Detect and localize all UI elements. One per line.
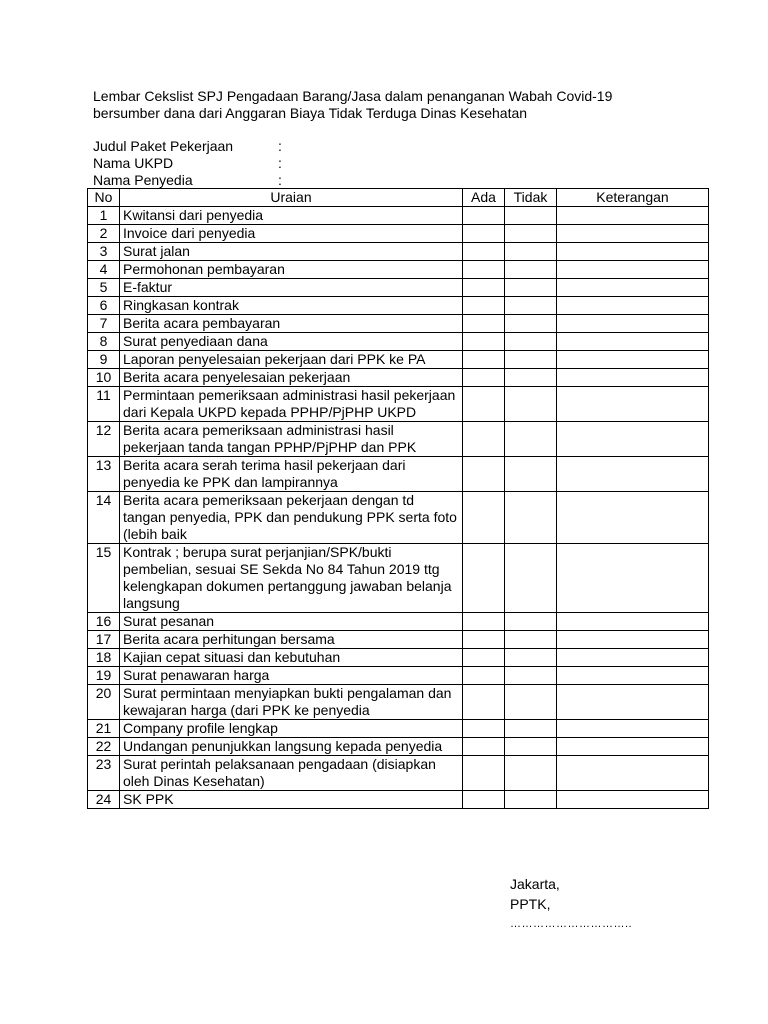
table-row	[88, 369, 709, 387]
ada-checkbox-cell[interactable]	[463, 631, 505, 649]
row-number: 21	[88, 720, 120, 738]
signature-block	[510, 876, 632, 936]
table-row	[88, 225, 709, 243]
field-label: Nama Penyedia	[93, 172, 193, 188]
keterangan-cell[interactable]	[557, 544, 709, 613]
table-row	[88, 422, 709, 457]
row-uraian: Kontrak ; berupa surat perjanjian/SPK/bukti pembelian, sesuai SE Sekda No 84 Tahun 2019 ttg kelengkapan dokumen pertanggung jawaban belanja langsung	[120, 544, 463, 613]
signature-role: PPTK,	[510, 896, 551, 912]
keterangan-cell[interactable]	[557, 225, 709, 243]
keterangan-cell[interactable]	[557, 667, 709, 685]
table-row	[88, 649, 709, 667]
tidak-checkbox-cell[interactable]	[505, 279, 557, 297]
ada-checkbox-cell[interactable]	[463, 756, 505, 791]
row-uraian: E-faktur	[120, 279, 463, 297]
ada-checkbox-cell[interactable]	[463, 207, 505, 225]
ada-checkbox-cell[interactable]	[463, 261, 505, 279]
row-number: 10	[88, 369, 120, 387]
row-uraian: Berita acara pemeriksaan administrasi hasil pekerjaan tanda tangan PPHP/PjPHP dan PPK	[120, 422, 463, 457]
title-line-2: bersumber dana dari Anggaran Biaya Tidak Terduga Dinas Kesehatan	[93, 105, 528, 121]
row-number: 17	[88, 631, 120, 649]
keterangan-cell[interactable]	[557, 297, 709, 315]
row-uraian: Laporan penyelesaian pekerjaan dari PPK ke PA	[120, 351, 463, 369]
field-nama-ukpd	[93, 155, 288, 172]
header-ada: Ada	[463, 189, 505, 207]
row-number: 7	[88, 315, 120, 333]
ada-checkbox-cell[interactable]	[463, 791, 505, 809]
row-number: 13	[88, 457, 120, 492]
row-number: 20	[88, 685, 120, 720]
row-uraian: Surat permintaan menyiapkan bukti pengalaman dan kewajaran harga (dari PPK ke penyedia	[120, 685, 463, 720]
row-uraian: Surat pesanan	[120, 613, 463, 631]
row-uraian: Surat penyediaan dana	[120, 333, 463, 351]
field-colon: :	[278, 172, 282, 188]
table-row	[88, 297, 709, 315]
row-number: 1	[88, 207, 120, 225]
keterangan-cell[interactable]	[557, 333, 709, 351]
keterangan-cell[interactable]	[557, 243, 709, 261]
keterangan-cell[interactable]	[557, 261, 709, 279]
table-row	[88, 756, 709, 791]
row-uraian: Berita acara perhitungan bersama	[120, 631, 463, 649]
row-number: 4	[88, 261, 120, 279]
table-row	[88, 279, 709, 297]
field-judul-paket	[93, 138, 288, 155]
keterangan-cell[interactable]	[557, 207, 709, 225]
ada-checkbox-cell[interactable]	[463, 649, 505, 667]
tidak-checkbox-cell[interactable]	[505, 243, 557, 261]
field-colon: :	[278, 155, 282, 171]
table-row	[88, 492, 709, 544]
tidak-checkbox-cell[interactable]	[505, 369, 557, 387]
keterangan-cell[interactable]	[557, 720, 709, 738]
tidak-checkbox-cell[interactable]	[505, 422, 557, 457]
keterangan-cell[interactable]	[557, 613, 709, 631]
table-row	[88, 351, 709, 369]
signature-dots: …………………………..	[510, 918, 633, 930]
tidak-checkbox-cell[interactable]	[505, 207, 557, 225]
tidak-checkbox-cell[interactable]	[505, 544, 557, 613]
row-number: 15	[88, 544, 120, 613]
ada-checkbox-cell[interactable]	[463, 738, 505, 756]
field-label: Judul Paket Pekerjaan	[93, 138, 234, 154]
ada-checkbox-cell[interactable]	[463, 457, 505, 492]
keterangan-cell[interactable]	[557, 649, 709, 667]
header-no: No	[88, 189, 120, 207]
keterangan-cell[interactable]	[557, 315, 709, 333]
tidak-checkbox-cell[interactable]	[505, 649, 557, 667]
row-uraian: Invoice dari penyedia	[120, 225, 463, 243]
ada-checkbox-cell[interactable]	[463, 225, 505, 243]
header-uraian: Uraian	[120, 189, 463, 207]
table-row	[88, 243, 709, 261]
row-number: 8	[88, 333, 120, 351]
keterangan-cell[interactable]	[557, 457, 709, 492]
table-row	[88, 631, 709, 649]
tidak-checkbox-cell[interactable]	[505, 297, 557, 315]
tidak-checkbox-cell[interactable]	[505, 492, 557, 544]
ada-checkbox-cell[interactable]	[463, 685, 505, 720]
row-number: 19	[88, 667, 120, 685]
table-row	[88, 333, 709, 351]
title-line-1: Lembar Cekslist SPJ Pengadaan Barang/Jasa dalam penanganan Wabah Covid-19	[93, 88, 613, 104]
row-number: 18	[88, 649, 120, 667]
document-title	[93, 88, 733, 122]
row-uraian: Berita acara serah terima hasil pekerjaan dari penyedia ke PPK dan lampirannya	[120, 457, 463, 492]
keterangan-cell[interactable]	[557, 492, 709, 544]
keterangan-cell[interactable]	[557, 422, 709, 457]
tidak-checkbox-cell[interactable]	[505, 738, 557, 756]
row-number: 11	[88, 387, 120, 422]
ada-checkbox-cell[interactable]	[463, 333, 505, 351]
row-uraian: Surat penawaran harga	[120, 667, 463, 685]
table-header-row	[88, 189, 709, 207]
tidak-checkbox-cell[interactable]	[505, 387, 557, 422]
row-number: 5	[88, 279, 120, 297]
row-uraian: Permohonan pembayaran	[120, 261, 463, 279]
ada-checkbox-cell[interactable]	[463, 492, 505, 544]
ada-checkbox-cell[interactable]	[463, 422, 505, 457]
signature-city: Jakarta,	[510, 876, 560, 892]
header-tidak: Tidak	[505, 189, 557, 207]
row-number: 9	[88, 351, 120, 369]
ada-checkbox-cell[interactable]	[463, 387, 505, 422]
keterangan-cell[interactable]	[557, 791, 709, 809]
keterangan-cell[interactable]	[557, 631, 709, 649]
row-uraian: Permintaan pemeriksaan administrasi hasil pekerjaan dari Kepala UKPD kepada PPHP/PjPHP UKPD	[120, 387, 463, 422]
tidak-checkbox-cell[interactable]	[505, 315, 557, 333]
keterangan-cell[interactable]	[557, 387, 709, 422]
tidak-checkbox-cell[interactable]	[505, 667, 557, 685]
field-nama-penyedia	[93, 172, 288, 189]
ada-checkbox-cell[interactable]	[463, 279, 505, 297]
ada-checkbox-cell[interactable]	[463, 720, 505, 738]
keterangan-cell[interactable]	[557, 279, 709, 297]
ada-checkbox-cell[interactable]	[463, 667, 505, 685]
ada-checkbox-cell[interactable]	[463, 369, 505, 387]
row-uraian: Kwitansi dari penyedia	[120, 207, 463, 225]
row-uraian: SK PPK	[120, 791, 463, 809]
row-uraian: Surat perintah pelaksanaan pengadaan (disiapkan oleh Dinas Kesehatan)	[120, 756, 463, 791]
keterangan-cell[interactable]	[557, 738, 709, 756]
row-uraian: Company profile lengkap	[120, 720, 463, 738]
row-number: 23	[88, 756, 120, 791]
table-row	[88, 720, 709, 738]
tidak-checkbox-cell[interactable]	[505, 613, 557, 631]
ada-checkbox-cell[interactable]	[463, 243, 505, 261]
ada-checkbox-cell[interactable]	[463, 613, 505, 631]
tidak-checkbox-cell[interactable]	[505, 457, 557, 492]
table-row	[88, 738, 709, 756]
table-body	[88, 207, 709, 809]
table-row	[88, 685, 709, 720]
table-row	[88, 315, 709, 333]
tidak-checkbox-cell[interactable]	[505, 631, 557, 649]
field-label: Nama UKPD	[93, 155, 174, 171]
table-row	[88, 791, 709, 809]
table-row	[88, 613, 709, 631]
row-number: 2	[88, 225, 120, 243]
header-fields	[93, 138, 288, 189]
row-number: 16	[88, 613, 120, 631]
tidak-checkbox-cell[interactable]	[505, 756, 557, 791]
row-uraian: Ringkasan kontrak	[120, 297, 463, 315]
row-number: 22	[88, 738, 120, 756]
row-number: 12	[88, 422, 120, 457]
ada-checkbox-cell[interactable]	[463, 297, 505, 315]
row-number: 6	[88, 297, 120, 315]
row-number: 14	[88, 492, 120, 544]
table-row	[88, 457, 709, 492]
row-uraian: Surat jalan	[120, 243, 463, 261]
row-uraian: Berita acara pembayaran	[120, 315, 463, 333]
row-uraian: Undangan penunjukkan langsung kepada penyedia	[120, 738, 463, 756]
tidak-checkbox-cell[interactable]	[505, 685, 557, 720]
keterangan-cell[interactable]	[557, 685, 709, 720]
keterangan-cell[interactable]	[557, 756, 709, 791]
table-row	[88, 261, 709, 279]
checklist-table	[87, 188, 709, 809]
ada-checkbox-cell[interactable]	[463, 315, 505, 333]
table-row	[88, 667, 709, 685]
table-row	[88, 387, 709, 422]
row-number: 24	[88, 791, 120, 809]
table-row	[88, 207, 709, 225]
tidak-checkbox-cell[interactable]	[505, 225, 557, 243]
row-uraian: Kajian cepat situasi dan kebutuhan	[120, 649, 463, 667]
ada-checkbox-cell[interactable]	[463, 351, 505, 369]
tidak-checkbox-cell[interactable]	[505, 351, 557, 369]
keterangan-cell[interactable]	[557, 351, 709, 369]
row-uraian: Berita acara penyelesaian pekerjaan	[120, 369, 463, 387]
header-keterangan: Keterangan	[557, 189, 709, 207]
field-colon: :	[278, 138, 282, 154]
row-uraian: Berita acara pemeriksaan pekerjaan dengan td tangan penyedia, PPK dan pendukung PPK serta foto (lebih baik	[120, 492, 463, 544]
ada-checkbox-cell[interactable]	[463, 544, 505, 613]
tidak-checkbox-cell[interactable]	[505, 791, 557, 809]
row-number: 3	[88, 243, 120, 261]
table-row	[88, 544, 709, 613]
tidak-checkbox-cell[interactable]	[505, 333, 557, 351]
keterangan-cell[interactable]	[557, 369, 709, 387]
tidak-checkbox-cell[interactable]	[505, 720, 557, 738]
tidak-checkbox-cell[interactable]	[505, 261, 557, 279]
